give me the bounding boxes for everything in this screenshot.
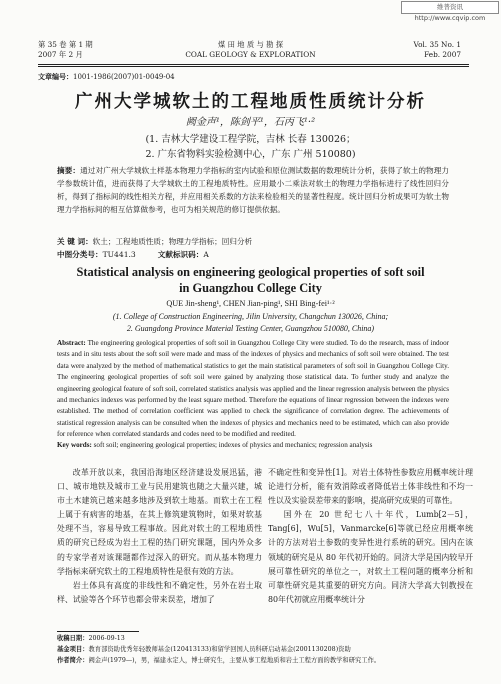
paper-title-en [0, 264, 501, 296]
keywords-en-text: soft soil; engineering geological properties; indexes of physics and mechanics; regression analysis [93, 441, 373, 449]
footnote-rule [57, 631, 139, 632]
paper-title-en-line-2: in Guangzhou College City [179, 281, 322, 295]
abstract-cn [57, 164, 449, 216]
body-column-right [268, 466, 473, 607]
body-paragraph: 不确定性和变异性[1]。对岩土体特性参数应用概率统计理论进行分析，能有效消除或者降低岩土体非线性和不均一性以及实验误差带来的影响，提高研究成果的可靠性。 [268, 468, 473, 506]
footnote-received [57, 634, 457, 644]
keywords-cn-label: 关 键 词： [57, 237, 93, 246]
abstract-en-label: Abstract: [57, 339, 86, 347]
article-number-label: 文章编号： [38, 73, 73, 81]
abstract-cn-text: 通过对广州大学城软土样基本物理力学指标的室内试验和原位测试数据的数理统计分析，获得了软土的物理力学参数统计值，进而获得了大学城软土的工程地质特性。应用最小二乘法对软土的物理力学指标进行了线性回归分析，得到了指标间的线性相关方程，并应用相关系数的方法来检验相关的显著性程度。统计回归分析成果可为软土物理力学指标间的相互估算做参考，也可为相关规范的修订提供依据。 [57, 166, 450, 214]
document-code-label: 文献标识码： [157, 250, 204, 259]
affiliation-en-1: (1. College of Construction Engineering, Jilin University, Changchun 130026, China; [112, 312, 389, 321]
keywords-cn [57, 236, 252, 247]
article-number-value: 1001-1986(2007)01-0049-04 [73, 73, 175, 81]
issue-date-en: Feb. 2007 [424, 49, 461, 59]
affiliation-cn-2: 2. 广东省物料实验检测中心，广东 广州 510080) [145, 149, 356, 160]
journal-name-en: COAL GEOLOGY & EXPLORATION [185, 49, 316, 59]
footnote-text: 2006-09-13 [88, 635, 125, 642]
footnote-text: 教育部资助优秀年轻教师基金(120413133)和留学回国人员科研启动基金(2001130208)资助 [88, 646, 351, 653]
header-rule-thin [38, 66, 469, 67]
paper-title-en-line-1: Statistical analysis on engineering geological properties of soft soil [76, 265, 425, 279]
footnote-funding [57, 645, 457, 655]
footnote-label: 作者简介： [57, 657, 89, 664]
watermark-stamp: 维普资讯 http://www.cqvip.com [401, 1, 499, 14]
clc-number-value: TU441.3 [102, 250, 136, 259]
authors-cn: 阙金声¹，陈剑平¹，石丙飞¹·² [185, 117, 316, 128]
document-code-value: A [203, 250, 209, 259]
journal-volume-info-en [413, 40, 461, 59]
footnote-author-bio [57, 656, 457, 666]
footnote-label: 基金项目： [57, 646, 89, 653]
body-paragraph: 国外在 20 世纪七八十年代，Lumb[2－5]，Tang[6]，Wu[5]，Vanmarcke[6]等就已经应用概率统计的方法对岩土参数的变异性进行系统的研究。国内在该领域的研究是从 80 年代初开始的。同济大学是国内较早开展可靠性研究的单位之一，对软土工程问题的概率分析和可靠性研究是其重要的研究方向。同济大学高大钊教授在80年代初就应用概率统计分 [268, 510, 473, 604]
footnote-text: 阙金声(1979—)，男，福建永定人，博士研究生，主要从事工程地质和岩土工程方面的教学和研究工作。 [88, 657, 381, 664]
abstract-en [57, 338, 449, 441]
footnote-label: 收稿日期： [57, 635, 89, 642]
abstract-cn-label: 摘要： [57, 166, 81, 175]
abstract-en-text: The engineering geological properties of soft soil in Guangzhou College City were studied. To do the research, mass of indoor tests and in situ tests about the soft soil were made and mass of the indexes of physics and mechanics of soft soil were obtained. The test data were analyzed by the method of mathematical statistics to get the main statistical parameters of soft soil in Guangzhou College City. The engineering geological properties of soft soil were gained by analyzing those statistical data. To further study and analyze the engineering geological feature of soft soil, correlated statistics analysis was applied and the linear regression analysis between the physics and mechanics indexes was performed by the least square method. Therefore the equations of linear regression between the indexes were established. The method of correlation coefficient was applied to check the significance of correlation degree. The achievements of statistical regression analysis can be consulted when the indexes of physics and mechanics need to be estimated, which can also provide for reference when correlated standards and codes need to be modified and reedited. [57, 339, 449, 439]
volume-issue-en: Vol. 35 No. 1 [413, 40, 461, 49]
keywords-en [57, 441, 449, 449]
volume-issue: 第 35 卷 第 1 期 [38, 40, 93, 49]
header-rule [38, 64, 469, 65]
classification-line [57, 249, 209, 260]
keywords-en-label: Key words: [57, 441, 92, 449]
article-number [38, 72, 175, 82]
affiliation-en-2: 2. Guangdong Province Material Testing Center, Guangzhou 510080, China) [126, 324, 375, 333]
authors-en: QUE Jin-sheng¹, CHEN Jian-ping¹, SHI Bing-fei¹·² [166, 299, 335, 308]
paper-title-cn: 广州大学城软土的工程地质性质统计分析 [75, 92, 426, 112]
journal-name-cn: 煤 田 地 质 与 勘 探 [218, 40, 283, 49]
body-paragraph: 改革开放以来，我国沿海地区经济建设发展迅猛，港口、城市地铁及城市工业与民用建筑也随之大量兴建，城市土木建筑已越来越多地涉及到软土地基。而软土在工程上属于有病害的地基，在其上修筑建筑物时，如果对软基处理不当，容易导致工程事故。因此对软土的工程地质性质的研究已经成为岩土工程的热门研究课题，国内外众多的专家学者对该课题都作过深入的研究。而从基本物理力学指标来研究软土的工程地质特性是很有效的方法。 [57, 468, 262, 576]
keywords-cn-text: 软土；工程地质性质；物理力学指标；回归分析 [92, 237, 253, 246]
affiliation-cn-1: (1. 吉林大学建设工程学院，吉林 长春 130026； [145, 134, 356, 145]
body-column-left [57, 466, 262, 607]
body-paragraph: 岩土体具有高度的非线性和不确定性，另外在岩土取样、试验等各个环节也都会带来误差，增加了 [57, 580, 262, 604]
clc-number-label: 中图分类号： [57, 250, 103, 259]
issue-date-cn: 2007 年 2 月 [38, 49, 83, 59]
